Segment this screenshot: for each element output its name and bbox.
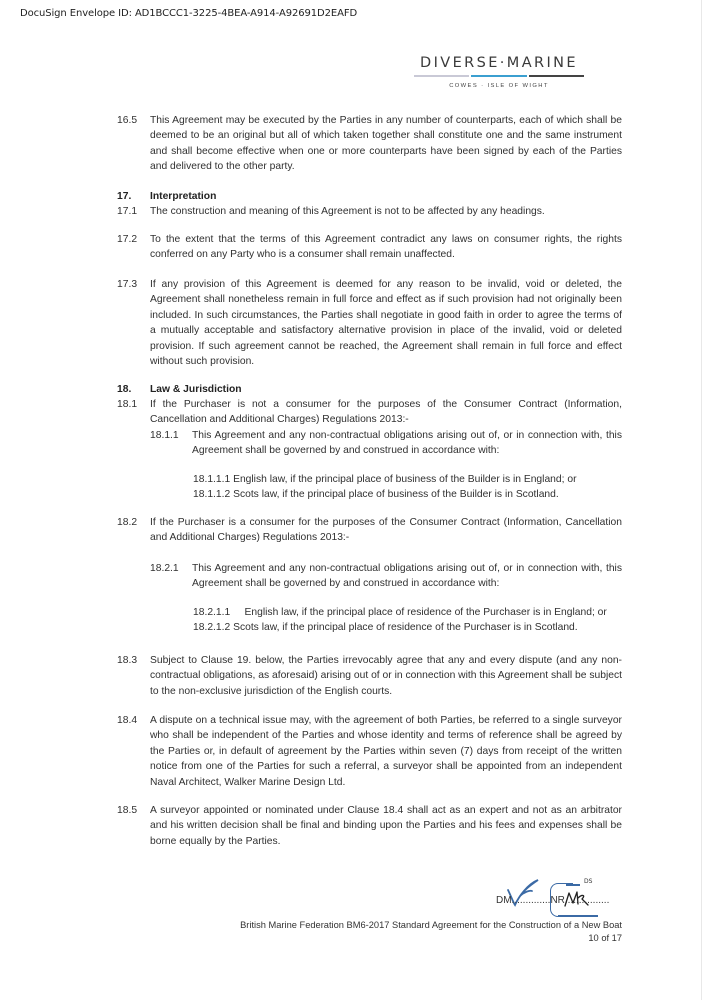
clause-text: If any provision of this Agreement is deemed for any reason to be invalid, void or deleted, the Agreement shall nonetheless remain in full force and effect as if such provision had not originally been included. In such circumstances, the Parties shall negotiate in good faith in order to agree the terms of a mutually acceptable and satisfactory alternative provision in place of the invalid, void or deleted provision. If such agreement cannot be reached, the Agreement shall remain in full force and effect without such provision.	[150, 279, 622, 368]
clause-18-2	[117, 515, 622, 546]
docusign-stamp-top	[566, 884, 580, 886]
clause-text: A surveyor appointed or nominated under Clause 18.4 shall act as an expert and not as an arbitrator and his written decision shall be final and binding upon the Parties and his fees and expenses shall be borne equally by the Parties.	[150, 805, 622, 847]
clause-number: 18.5	[117, 805, 138, 816]
logo-bars	[414, 75, 584, 77]
section-heading-18	[117, 382, 242, 397]
initials-signature-icon	[564, 890, 590, 908]
logo-name: DIVERSE·MARINE	[420, 55, 578, 71]
page-footer	[240, 919, 622, 945]
clause-text: The construction and meaning of this Agreement is not to be affected by any headings.	[150, 206, 545, 217]
logo-bar-dark	[529, 75, 584, 77]
clause-16-5	[117, 113, 622, 175]
footer-title: British Marine Federation BM6-2017 Standard Agreement for the Construction of a New Boat	[240, 920, 622, 930]
logo-bar-blue	[471, 75, 526, 77]
docusign-envelope-id: DocuSign Envelope ID: AD1BCCC1-3225-4BEA-A914-A92691D2EAFD	[20, 8, 358, 19]
clause-number: 18.2.1	[150, 563, 179, 574]
initials-line: DM..............NR................	[496, 895, 610, 906]
clause-number: 17.3	[117, 279, 138, 290]
company-logo	[414, 55, 584, 89]
clause-18-1-1	[150, 428, 622, 459]
clause-text: This Agreement and any non-contractual obligations arising out of, or in connection with, this Agreement shall be governed by and construed in accordance with:	[192, 563, 622, 590]
page-edge	[701, 0, 702, 1000]
clause-18-2-1-2: 18.2.1.2 Scots law, if the principal place of residence of the Purchaser is in Scotland.	[193, 622, 578, 633]
clause-18-3	[117, 653, 622, 699]
clause-number: 17.1	[117, 206, 138, 217]
clause-18-1-1-2: 18.1.1.2 Scots law, if the principal place of business of the Builder is in Scotland.	[193, 489, 559, 500]
clause-text: If the Purchaser is not a consumer for the purposes of the Consumer Contract (Information, Cancellation and Additional Charges) Regulations 2013:-	[150, 399, 622, 426]
clause-number: 18.1.1	[150, 430, 179, 441]
section-number: 17.	[117, 191, 132, 202]
page-number: 10 of 17	[588, 933, 622, 943]
clause-number: 18.2	[117, 517, 138, 528]
section-heading-17	[117, 189, 216, 204]
clause-text: This Agreement and any non-contractual obligations arising out of, or in connection with, this Agreement shall be governed by and construed in accordance with:	[192, 430, 622, 457]
clause-17-3	[117, 277, 622, 369]
clause-18-2-1-1: 18.2.1.1 English law, if the principal place of residence of the Purchaser is in England; or	[193, 607, 607, 618]
clause-number: 17.2	[117, 234, 138, 245]
clause-17-1	[117, 204, 622, 219]
section-number: 18.	[117, 384, 132, 395]
clause-number: 18.1	[117, 399, 138, 410]
clause-number: 16.5	[117, 115, 138, 126]
clause-18-1	[117, 397, 622, 428]
clause-text: If the Purchaser is a consumer for the purposes of the Consumer Contract (Information, Cancellation and Additional Charges) Regulations 2013:-	[150, 517, 622, 544]
logo-subtitle: COWES · ISLE OF WIGHT	[449, 83, 549, 89]
clause-text: To the extent that the terms of this Agreement contradict any laws on consumer rights, the rights conferred on any Party who is a consumer shall remain unaffected.	[150, 234, 622, 261]
clause-18-1-1-1: 18.1.1.1 English law, if the principal place of business of the Builder is in England; or	[193, 474, 577, 485]
clause-18-5	[117, 803, 622, 849]
clause-18-4	[117, 713, 622, 790]
clause-text: A dispute on a technical issue may, with the agreement of both Parties, be referred to a single surveyor who shall be independent of the Parties and whose identity and terms of reference shall be agreed by the Parties or, in default of agreement by the Parties within seven (7) days from receipt of the written notice from one of the Parties for such a referral, a surveyor shall be appointed from an independent Naval Architect, Walker Marine Design Ltd.	[150, 715, 622, 788]
clause-18-2-1	[150, 561, 622, 592]
clause-text: This Agreement may be executed by the Parties in any number of counterparts, each of which shall be deemed to be an original but all of which taken together shall constitute one and the same instrument and shall become effective when one or more counterparts have been signed by each of the Parties and delivered to the other party.	[150, 115, 622, 173]
docusign-stamp-label: DS	[584, 878, 593, 885]
section-title: Interpretation	[150, 191, 217, 202]
initials-block	[400, 880, 620, 920]
clause-text: Subject to Clause 19. below, the Parties irrevocably agree that any and every dispute (and any non-contractual obligations, as aforesaid) arising out of or in connection with this Agreement shall be subject to the non-exclusive jurisdiction of the English courts.	[150, 655, 622, 697]
logo-bar-grey	[414, 75, 469, 77]
section-title: Law & Jurisdiction	[150, 384, 242, 395]
clause-number: 18.4	[117, 715, 138, 726]
clause-17-2	[117, 232, 622, 263]
docusign-stamp-bottom	[558, 915, 598, 917]
clause-number: 18.3	[117, 655, 138, 666]
